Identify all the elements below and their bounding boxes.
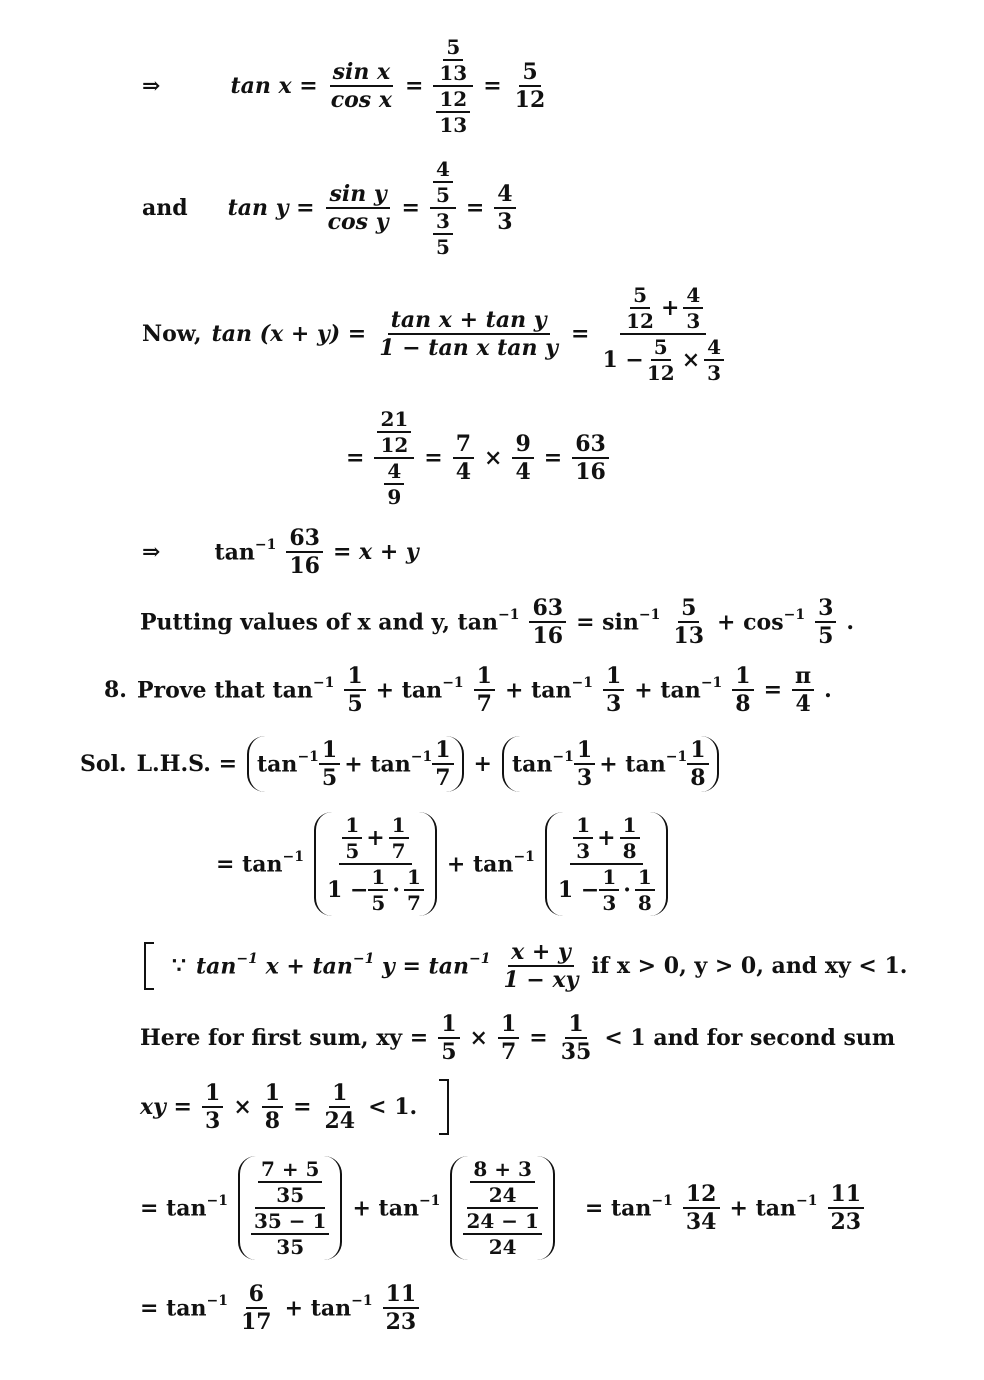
fraction: $\frac{63}{16}$	[529, 596, 566, 648]
fraction: $\frac{1}{5}$	[344, 664, 365, 716]
sin-over-cos-fraction: $\frac{\text{sin y}}{\text{cos y}}$	[327, 180, 389, 235]
substituted-fraction: $\frac{5}{12}$ + $\frac{4}{3}$ 1 − $\frac{5}{12}$ × $\frac{4}{3}$	[599, 284, 727, 384]
fraction: $\frac{1}{35}$	[560, 1010, 592, 1065]
identity-note	[144, 934, 917, 998]
first-value-group	[238, 1156, 342, 1260]
eq-combined-tan	[216, 804, 678, 924]
sin-over-cos-fraction: $\frac{\text{sin x}}{\text{cos x}}$	[330, 58, 392, 113]
formula-fraction: $\frac{1}{3}$ + $\frac{1}{8}$ 1 − $\frac{1}{3}$ · $\frac{1}{8}$	[555, 814, 658, 914]
right-bracket	[439, 1079, 449, 1135]
eq-tan-y	[142, 150, 526, 266]
identity-fraction: $\frac{x + y}{1 - xy}$	[503, 938, 579, 993]
fraction: $\frac{9}{4}$	[512, 432, 533, 484]
sol-label: Sol.	[80, 751, 127, 777]
fraction: $\frac{1}{3}$	[574, 738, 595, 790]
fraction: $\frac{1}{8}$	[732, 664, 753, 716]
fraction: $\frac{7}{4}$	[453, 432, 474, 484]
plus-tan: + $\tan^{-1}$	[344, 748, 433, 778]
result-fraction: $\frac{63}{16}$	[572, 432, 609, 484]
result-fraction: $\frac{4}{3}$	[494, 182, 515, 234]
lhs-label: L.H.S. =	[136, 751, 238, 777]
tan-inverse: $\tan^{-1}$	[511, 748, 574, 778]
equals-sign: =	[465, 195, 485, 221]
eq-tan-x	[142, 26, 558, 146]
times-sign: ×	[484, 445, 503, 471]
plus-sign: +	[473, 751, 492, 777]
question-text: Prove that $\tan^{-1}$	[136, 674, 335, 704]
equals-sign: =	[346, 445, 365, 471]
plus-tan: + $\tan^{-1}$	[634, 674, 723, 704]
fraction: $\frac{1}{3}$	[603, 664, 624, 716]
equals-sign: =	[543, 445, 563, 471]
compound-fraction: $\frac{\frac{8 + 3}{24}}{\frac{24 - 1}{24}}$	[460, 1158, 544, 1258]
tan-sum-lhs: tan (x + y) =	[211, 321, 367, 347]
solution-lhs	[80, 732, 729, 796]
second-group	[502, 736, 719, 792]
compound-fraction: $\frac{\frac{7 + 5}{35}}{\frac{35 - 1}{35}}$	[248, 1158, 332, 1258]
fraction: $\frac{11}{23}$	[383, 1282, 420, 1334]
fraction: $\frac{1}{7}$	[498, 1012, 519, 1064]
first-sum-check	[140, 1008, 905, 1068]
equals-sign: =	[293, 1094, 312, 1120]
question-number: 8.	[104, 677, 127, 703]
sin-inverse: = $\sin^{-1}$	[576, 606, 661, 636]
and-label: and	[142, 195, 188, 221]
second-sum-text: < 1 and for second sum	[604, 1025, 896, 1051]
fraction: $\frac{1}{8}$	[262, 1081, 283, 1133]
tan-inverse: $\tan^{-1}$	[214, 536, 277, 566]
fraction: $\frac{5}{13}$	[673, 594, 705, 649]
now-label: Now,	[142, 321, 202, 347]
second-formula-group	[545, 812, 668, 916]
xy-label: xy =	[140, 1094, 192, 1120]
eq-tan-sum	[142, 278, 737, 390]
equals-sign: =	[404, 73, 424, 99]
condition-text: if x > 0, y > 0, and xy < 1.	[591, 953, 908, 979]
fraction: $\frac{11}{23}$	[828, 1182, 865, 1234]
tan-inverse: = $\tan^{-1}$	[216, 848, 304, 878]
period: .	[824, 677, 832, 703]
because-symbol: ∵	[172, 953, 186, 979]
left-bracket	[144, 942, 154, 990]
eq-inverse-result	[142, 522, 429, 582]
putting-values-line	[140, 592, 864, 652]
fraction: $\frac{1}{3}$	[202, 1081, 223, 1133]
fraction: $\frac{1}{7}$	[474, 664, 495, 716]
tan-inverse: = $\tan^{-1}$	[584, 1192, 673, 1222]
result-fraction: $\frac{5}{12}$	[514, 58, 546, 113]
times-sign: ×	[233, 1094, 252, 1120]
rhs-text: = x + y	[332, 539, 419, 565]
fraction: $\frac{1}{8}$	[687, 738, 708, 790]
plus-tan: + $\tan^{-1}$	[284, 1292, 373, 1322]
first-sum-text: Here for first sum, xy =	[140, 1025, 429, 1051]
less-than-one: < 1.	[368, 1094, 418, 1120]
pi-over-4: $\frac{\pi}{4}$	[792, 664, 814, 716]
tan-inverse: = $\tan^{-1}$	[140, 1192, 228, 1222]
question-8	[104, 660, 842, 720]
equals-sign: =	[483, 73, 502, 99]
period: .	[846, 609, 855, 635]
fraction: $\frac{63}{16}$	[286, 526, 323, 578]
plus-tan: + $\tan^{-1}$	[446, 848, 535, 878]
fraction: $\frac{1}{5}$	[438, 1012, 459, 1064]
equals-sign: =	[401, 195, 420, 221]
putting-text: Putting values of x and y, $\tan^{-1}$	[140, 606, 520, 636]
implies-symbol: ⇒	[142, 73, 161, 99]
compound-fraction: $\frac{\frac{21}{12}}{\frac{4}{9}}$	[374, 408, 414, 508]
fraction: $\frac{1}{7}$	[432, 738, 453, 790]
equals-sign: =	[424, 445, 443, 471]
second-sum-check	[140, 1076, 467, 1138]
times-sign: ×	[469, 1025, 488, 1051]
formula-fraction: $\frac{1}{5}$ + $\frac{1}{7}$ 1 − $\frac{1}{5}$ · $\frac{1}{7}$	[324, 814, 427, 914]
tan-inverse: $\tan^{-1}$	[257, 748, 319, 778]
eq-final	[140, 1276, 429, 1340]
implies-symbol: ⇒	[142, 539, 161, 565]
tan-inverse: = $\tan^{-1}$	[140, 1292, 228, 1322]
plus-tan: + $\tan^{-1}$	[504, 674, 593, 704]
tan-y-lhs: tan y =	[227, 195, 315, 221]
eq-substituted	[140, 1148, 874, 1268]
tan-x-lhs: tan x =	[230, 73, 318, 99]
cos-inverse: + $\cos^{-1}$	[717, 606, 806, 636]
compound-fraction: $\frac{\frac{4}{5}}{\frac{3}{5}}$	[430, 158, 456, 258]
eq-simplification	[346, 398, 619, 518]
first-group	[247, 736, 464, 792]
fraction: $\frac{1}{24}$	[324, 1079, 356, 1134]
fraction: $\frac{6}{17}$	[241, 1280, 272, 1335]
equals-sign: =	[763, 677, 783, 703]
fraction: $\frac{12}{34}$	[683, 1182, 720, 1234]
addition-formula-fraction: $\frac{\text{tan x + tan y}}{\text{1 − tan x tan y}}$	[379, 306, 558, 361]
plus-tan: + $\tan^{-1}$	[729, 1192, 818, 1222]
equals-sign: =	[529, 1025, 548, 1051]
first-formula-group	[314, 812, 437, 916]
fraction: $\frac{1}{5}$	[319, 738, 340, 790]
plus-tan: + $\tan^{-1}$	[599, 748, 688, 778]
plus-tan: + $\tan^{-1}$	[375, 674, 464, 704]
second-value-group	[450, 1156, 554, 1260]
fraction: $\frac{3}{5}$	[815, 596, 836, 648]
compound-fraction: $\frac{\frac{5}{13}}{\frac{12}{13}}$	[433, 36, 473, 136]
plus-tan: + $\tan^{-1}$	[352, 1192, 441, 1222]
identity-text: $\tan^{-1} x + \tan^{-1} y = \tan^{-1}$	[196, 950, 491, 980]
equals-sign: =	[571, 321, 590, 347]
